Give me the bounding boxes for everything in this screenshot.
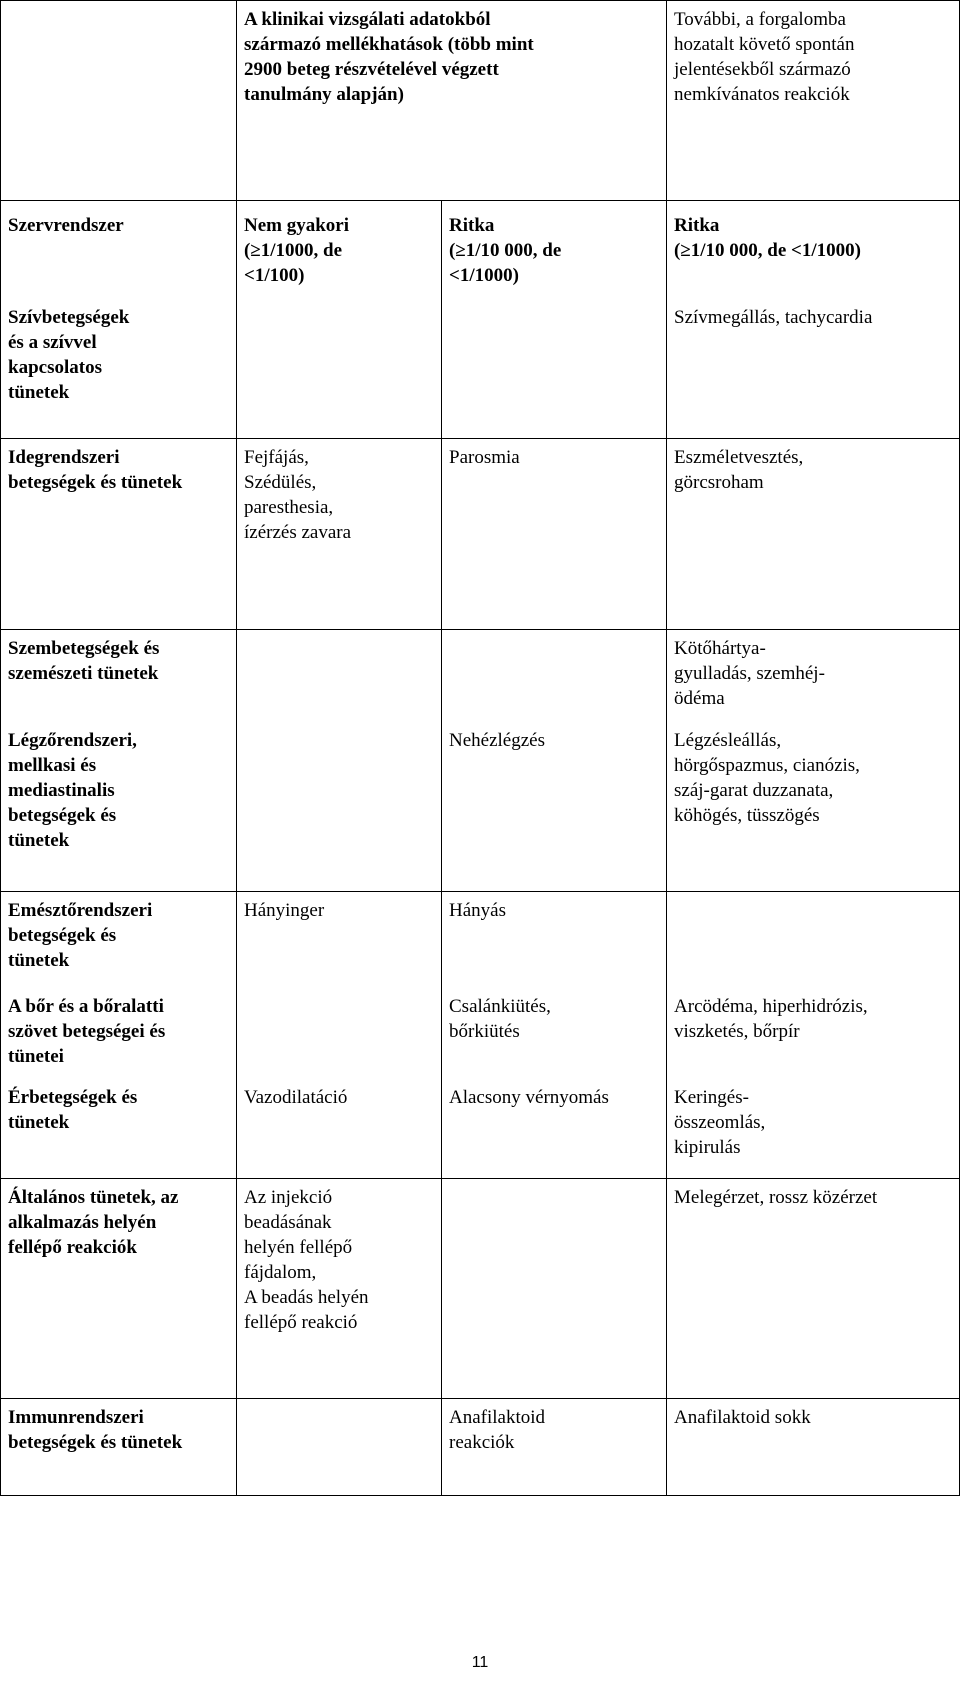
rare-cell: Hányás bbox=[442, 892, 667, 988]
organ-cell: Szívbetegségek és a szívvel kapcsolatos tünetek bbox=[1, 299, 237, 439]
header-empty-cell bbox=[1, 1, 237, 201]
organ-cell: Immunrendszeri betegségek és tünetek bbox=[1, 1399, 237, 1496]
table-row bbox=[1, 630, 960, 722]
organ-cell: A bőr és a bőralatti szövet betegségei és tünetei bbox=[1, 988, 237, 1079]
page-number: 11 bbox=[471, 1654, 489, 1671]
uncommon-cell bbox=[237, 988, 442, 1079]
organ-cell: Emésztőrendszeri betegségek és tünetek bbox=[1, 892, 237, 988]
uncommon-cell bbox=[237, 630, 442, 722]
rare-cell: Parosmia bbox=[442, 439, 667, 630]
post-cell: Keringés- összeomlás, kipirulás bbox=[667, 1079, 960, 1179]
post-cell: Szívmegállás, tachycardia bbox=[667, 299, 960, 439]
post-cell: Melegérzet, rossz közérzet bbox=[667, 1179, 960, 1399]
uncommon-cell bbox=[237, 299, 442, 439]
rare-cell bbox=[442, 299, 667, 439]
col-header-rare-post: Ritka (≥1/10 000, de <1/1000) bbox=[667, 201, 960, 299]
col-header-rare-clinical: Ritka (≥1/10 000, de <1/1000) bbox=[442, 201, 667, 299]
table-row bbox=[1, 439, 960, 630]
post-cell: Kötőhártya- gyulladás, szemhéj- ödéma bbox=[667, 630, 960, 722]
rare-cell bbox=[442, 1179, 667, 1399]
uncommon-cell: Hányinger bbox=[237, 892, 442, 988]
uncommon-cell bbox=[237, 1399, 442, 1496]
uncommon-cell: Vazodilatáció bbox=[237, 1079, 442, 1179]
table-row bbox=[1, 1399, 960, 1496]
organ-cell: Idegrendszeri betegségek és tünetek bbox=[1, 439, 237, 630]
organ-cell: Szembetegségek és szemészeti tünetek bbox=[1, 630, 237, 722]
organ-cell: Általános tünetek, az alkalmazás helyén fellépő reakciók bbox=[1, 1179, 237, 1399]
rare-cell: Alacsony vérnyomás bbox=[442, 1079, 667, 1179]
organ-cell: Légzőrendszeri, mellkasi és mediastinalis betegségek és tünetek bbox=[1, 722, 237, 892]
col-header-organ-system: Szervrendszer bbox=[1, 201, 237, 299]
table-row bbox=[1, 299, 960, 439]
table-header-row bbox=[1, 1, 960, 201]
header-postmarketing: További, a forgalomba hozatalt követő spontán jelentésekből származó nemkívánatos reakciók bbox=[667, 1, 960, 201]
organ-cell: Érbetegségek és tünetek bbox=[1, 1079, 237, 1179]
header-clinical-trials: A klinikai vizsgálati adatokból származó mellékhatások (több mint 2900 beteg részvételével végzett tanulmány alapján) bbox=[237, 1, 667, 201]
uncommon-cell: Az injekció beadásának helyén fellépő fájdalom, A beadás helyén fellépő reakció bbox=[237, 1179, 442, 1399]
post-cell: Légzésleállás, hörgőspazmus, cianózis, száj-garat duzzanata, köhögés, tüsszögés bbox=[667, 722, 960, 892]
col-header-uncommon: Nem gyakori (≥1/1000, de <1/100) bbox=[237, 201, 442, 299]
table-row bbox=[1, 1179, 960, 1399]
uncommon-cell bbox=[237, 722, 442, 892]
post-cell: Anafilaktoid sokk bbox=[667, 1399, 960, 1496]
post-cell: Arcödéma, hiperhidrózis, viszketés, bőrpír bbox=[667, 988, 960, 1079]
table-row bbox=[1, 988, 960, 1079]
rare-cell: Csalánkiütés, bőrkiütés bbox=[442, 988, 667, 1079]
rare-cell bbox=[442, 630, 667, 722]
rare-cell: Anafilaktoid reakciók bbox=[442, 1399, 667, 1496]
table-row bbox=[1, 892, 960, 988]
uncommon-cell: Fejfájás, Szédülés, paresthesia, ízérzés zavara bbox=[237, 439, 442, 630]
table-row bbox=[1, 722, 960, 892]
post-cell: Eszméletvesztés, görcsroham bbox=[667, 439, 960, 630]
post-cell bbox=[667, 892, 960, 988]
column-header-row bbox=[1, 201, 960, 299]
rare-cell: Nehézlégzés bbox=[442, 722, 667, 892]
table-row bbox=[1, 1079, 960, 1179]
